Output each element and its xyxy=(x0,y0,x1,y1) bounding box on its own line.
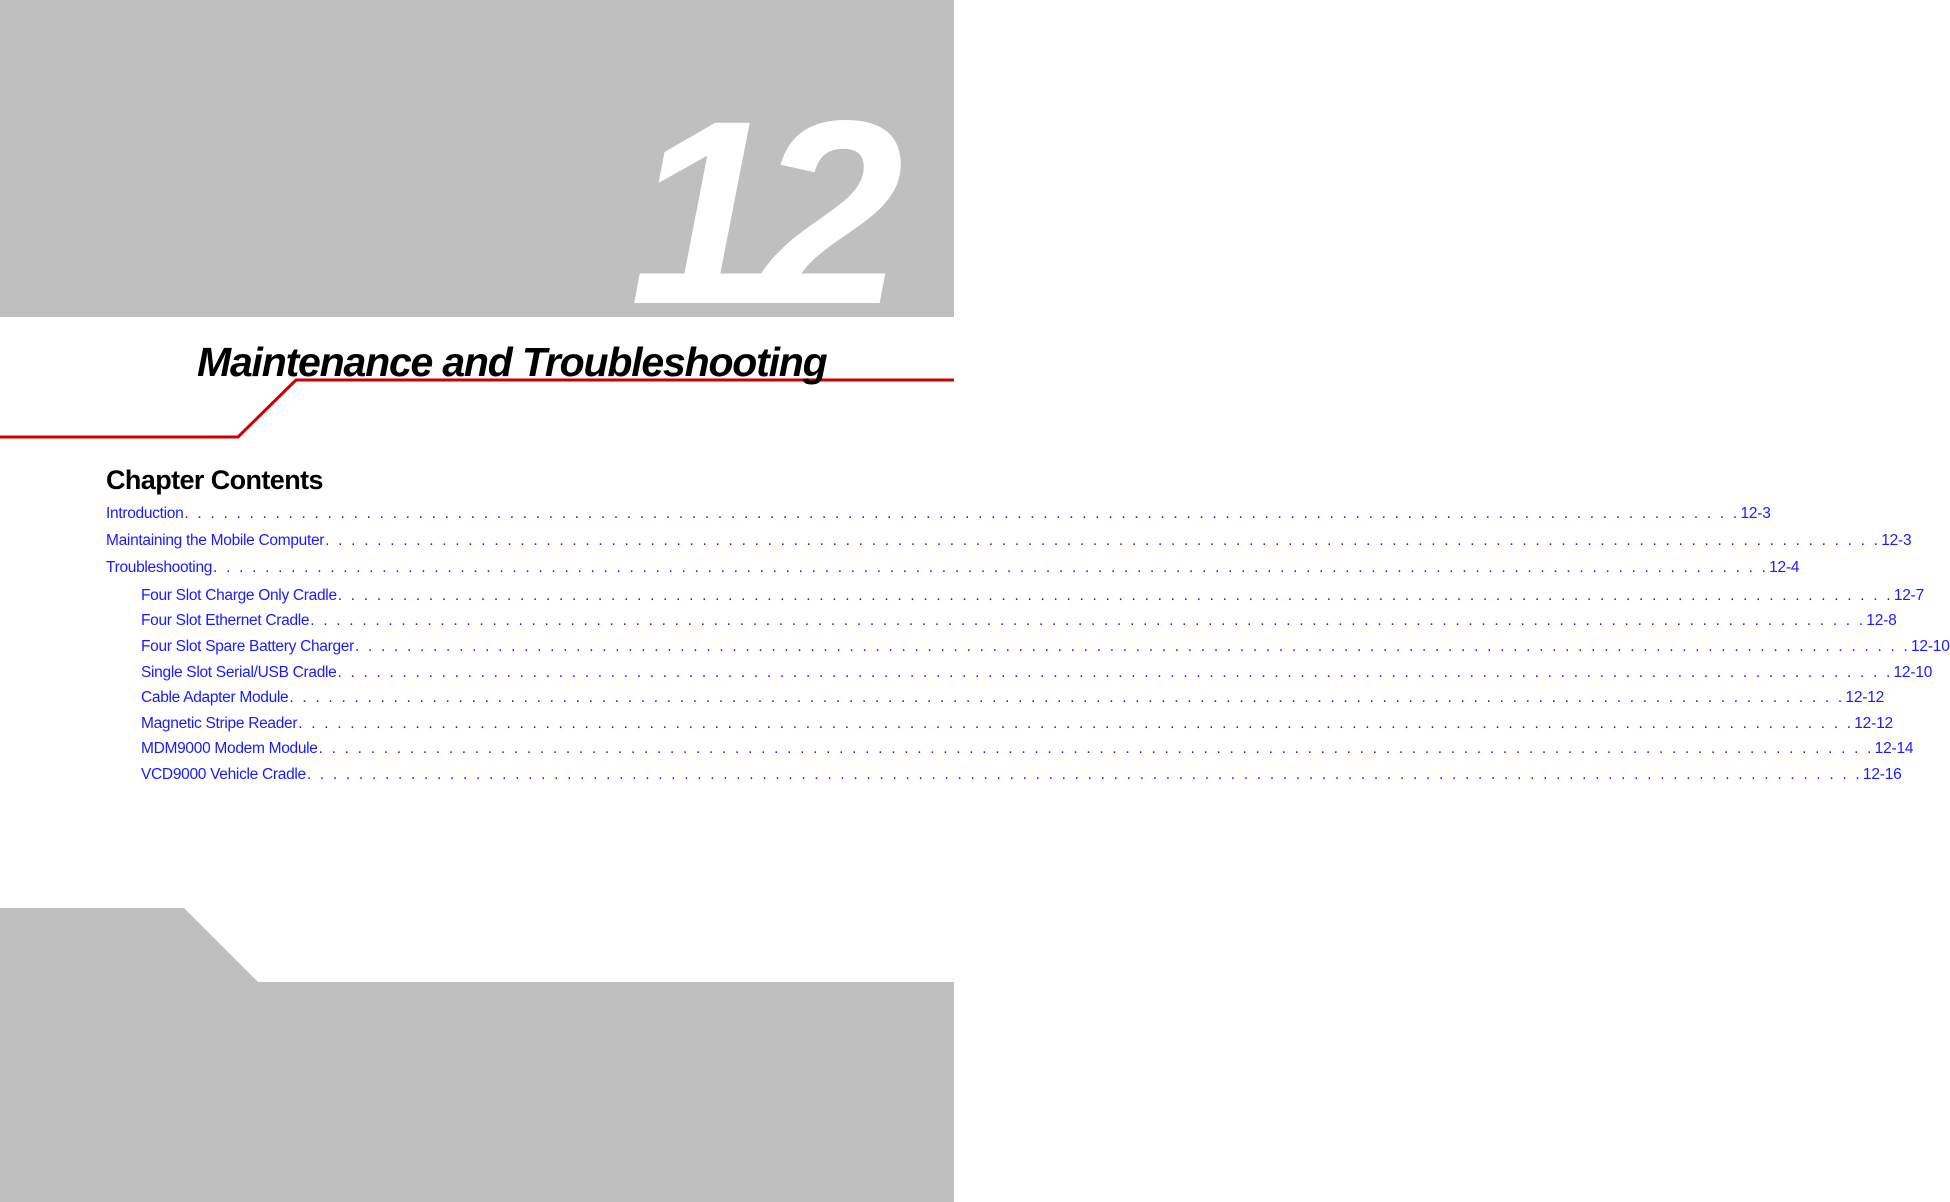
toc-entry-vcd9000-vehicle-cradle[interactable] xyxy=(141,764,1902,786)
toc-dot-leader: . . . . . . . . . . . . . . . . . . . . . . . . . . . . . . . . . . . . . . . . . . . . . . . . . . . . . . . . . . . . . . . . . . . . . . . . . . . . . . . . . . . . . . . . . . . . . . . . . . . . . . . . . . . . . . . . . . . . . . . . xyxy=(213,559,1769,576)
toc-entry-page: 12-10 xyxy=(1893,664,1933,681)
toc-entry-page: 12-10 xyxy=(1911,638,1950,655)
toc-dot-leader: . . . . . . . . . . . . . . . . . . . . . . . . . . . . . . . . . . . . . . . . . . . . . . . . . . . . . . . . . . . . . . . . . . . . . . . . . . . . . . . . . . . . . . . . . . . . . . . . . . . . . . . . . . . . . . . . . . . . . . . . xyxy=(337,664,1893,681)
toc-entry-label: Four Slot Spare Battery Charger xyxy=(141,638,354,655)
toc-entry-label: Cable Adapter Module xyxy=(141,689,289,706)
toc-entry-maintaining-the-mobile-computer[interactable] xyxy=(106,530,1912,552)
toc-entry-page: 12-16 xyxy=(1862,766,1902,783)
toc-entry-label: Four Slot Charge Only Cradle xyxy=(141,587,337,604)
toc-entry-page: 12-7 xyxy=(1893,587,1925,604)
toc-entry-page: 12-3 xyxy=(1881,532,1912,549)
toc-entry-page: 12-3 xyxy=(1740,505,1771,522)
toc-entry-page: 12-4 xyxy=(1769,559,1800,576)
toc-entry-troubleshooting[interactable] xyxy=(106,557,1800,579)
toc-entry-page: 12-8 xyxy=(1866,612,1897,629)
footer-gray-band xyxy=(0,908,954,1202)
toc-dot-leader: . . . . . . . . . . . . . . . . . . . . . . . . . . . . . . . . . . . . . . . . . . . . . . . . . . . . . . . . . . . . . . . . . . . . . . . . . . . . . . . . . . . . . . . . . . . . . . . . . . . . . . . . . . . . . . . . . . . . . . . . xyxy=(298,715,1854,732)
toc-entry-label: Four Slot Ethernet Cradle xyxy=(141,612,310,629)
toc-dot-leader: . . . . . . . . . . . . . . . . . . . . . . . . . . . . . . . . . . . . . . . . . . . . . . . . . . . . . . . . . . . . . . . . . . . . . . . . . . . . . . . . . . . . . . . . . . . . . . . . . . . . . . . . . . . . . . . . . . . . . . . . xyxy=(310,612,1866,629)
chapter-contents-heading: Chapter Contents xyxy=(106,465,323,495)
toc-entry-four-slot-ethernet-cradle[interactable] xyxy=(141,610,1897,632)
toc-entry-page: 12-12 xyxy=(1854,715,1893,732)
chapter-title: Maintenance and Troubleshooting xyxy=(197,339,827,385)
toc-entry-four-slot-spare-battery-charger[interactable] xyxy=(141,636,1950,658)
toc-entry-four-slot-charge-only-cradle[interactable] xyxy=(141,585,1925,607)
toc-entry-cable-adapter-module[interactable] xyxy=(141,687,1885,709)
toc-entry-page: 12-14 xyxy=(1874,740,1914,757)
toc-dot-leader: . . . . . . . . . . . . . . . . . . . . . . . . . . . . . . . . . . . . . . . . . . . . . . . . . . . . . . . . . . . . . . . . . . . . . . . . . . . . . . . . . . . . . . . . . . . . . . . . . . . . . . . . . . . . . . . . . . . . . . . . xyxy=(318,740,1874,757)
toc-entry-label: MDM9000 Modem Module xyxy=(141,740,318,757)
title-accent-rule xyxy=(0,380,954,437)
toc-entry-magnetic-stripe-reader[interactable] xyxy=(141,713,1893,735)
toc-entry-label: Single Slot Serial/USB Cradle xyxy=(141,664,337,681)
toc-entry-label: VCD9000 Vehicle Cradle xyxy=(141,766,306,783)
toc-dot-leader: . . . . . . . . . . . . . . . . . . . . . . . . . . . . . . . . . . . . . . . . . . . . . . . . . . . . . . . . . . . . . . . . . . . . . . . . . . . . . . . . . . . . . . . . . . . . . . . . . . . . . . . . . . . . . . . . . . . . . . . . xyxy=(184,505,1740,522)
toc-entry-label: Maintaining the Mobile Computer xyxy=(106,532,325,549)
toc-entry-label: Magnetic Stripe Reader xyxy=(141,715,298,732)
toc-dot-leader: . . . . . . . . . . . . . . . . . . . . . . . . . . . . . . . . . . . . . . . . . . . . . . . . . . . . . . . . . . . . . . . . . . . . . . . . . . . . . . . . . . . . . . . . . . . . . . . . . . . . . . . . . . . . . . . . . . . . . . . . xyxy=(289,689,1845,706)
toc-entry-page: 12-12 xyxy=(1845,689,1885,706)
toc-dot-leader: . . . . . . . . . . . . . . . . . . . . . . . . . . . . . . . . . . . . . . . . . . . . . . . . . . . . . . . . . . . . . . . . . . . . . . . . . . . . . . . . . . . . . . . . . . . . . . . . . . . . . . . . . . . . . . . . . . . . . . . . xyxy=(325,532,1881,549)
toc-entry-introduction[interactable] xyxy=(106,503,1771,525)
chapter-number: 12 xyxy=(630,66,886,359)
toc-entry-label: Introduction xyxy=(106,505,184,522)
toc-dot-leader: . . . . . . . . . . . . . . . . . . . . . . . . . . . . . . . . . . . . . . . . . . . . . . . . . . . . . . . . . . . . . . . . . . . . . . . . . . . . . . . . . . . . . . . . . . . . . . . . . . . . . . . . . . . . . . . . . . . . . . . . xyxy=(337,587,1893,604)
toc-dot-leader: . . . . . . . . . . . . . . . . . . . . . . . . . . . . . . . . . . . . . . . . . . . . . . . . . . . . . . . . . . . . . . . . . . . . . . . . . . . . . . . . . . . . . . . . . . . . . . . . . . . . . . . . . . . . . . . . . . . . . . . . xyxy=(306,766,1862,783)
toc-entry-single-slot-serial-usb-cradle[interactable] xyxy=(141,662,1933,684)
toc-dot-leader: . . . . . . . . . . . . . . . . . . . . . . . . . . . . . . . . . . . . . . . . . . . . . . . . . . . . . . . . . . . . . . . . . . . . . . . . . . . . . . . . . . . . . . . . . . . . . . . . . . . . . . . . . . . . . . . . . . . . . . . . xyxy=(354,638,1910,655)
toc-entry-mdm9000-modem-module[interactable] xyxy=(141,738,1914,760)
toc-entry-label: Troubleshooting xyxy=(106,559,213,576)
